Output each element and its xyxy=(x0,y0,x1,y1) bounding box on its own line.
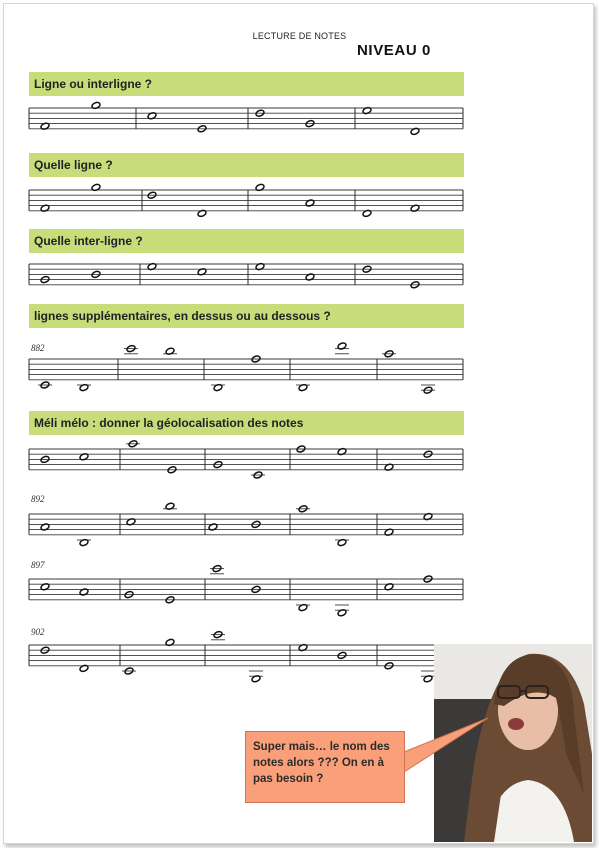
speech-bubble: Super mais… le nom des notes alors ??? On en à pas besoin ? xyxy=(245,731,405,803)
level-label: NIVEAU 0 xyxy=(357,42,431,59)
section-heading-which-line: Quelle ligne ? xyxy=(29,153,464,177)
measure-number: 882 xyxy=(31,343,45,353)
document-title: LECTURE DE NOTES xyxy=(252,31,347,41)
measure-number: 897 xyxy=(31,560,45,570)
presenter-photo xyxy=(434,644,592,842)
section-heading-line-or-space: Ligne ou interligne ? xyxy=(29,72,464,96)
section-heading-mixed: Méli mélo : donner la géolocalisation des notes xyxy=(29,411,464,435)
section-heading-which-space: Quelle inter-ligne ? xyxy=(29,229,464,253)
presenter-image xyxy=(434,644,592,842)
section-heading-ledger-lines: lignes supplémentaires, en dessus ou au dessous ? xyxy=(29,304,464,328)
measure-number: 902 xyxy=(31,627,45,637)
measure-number: 892 xyxy=(31,494,45,504)
